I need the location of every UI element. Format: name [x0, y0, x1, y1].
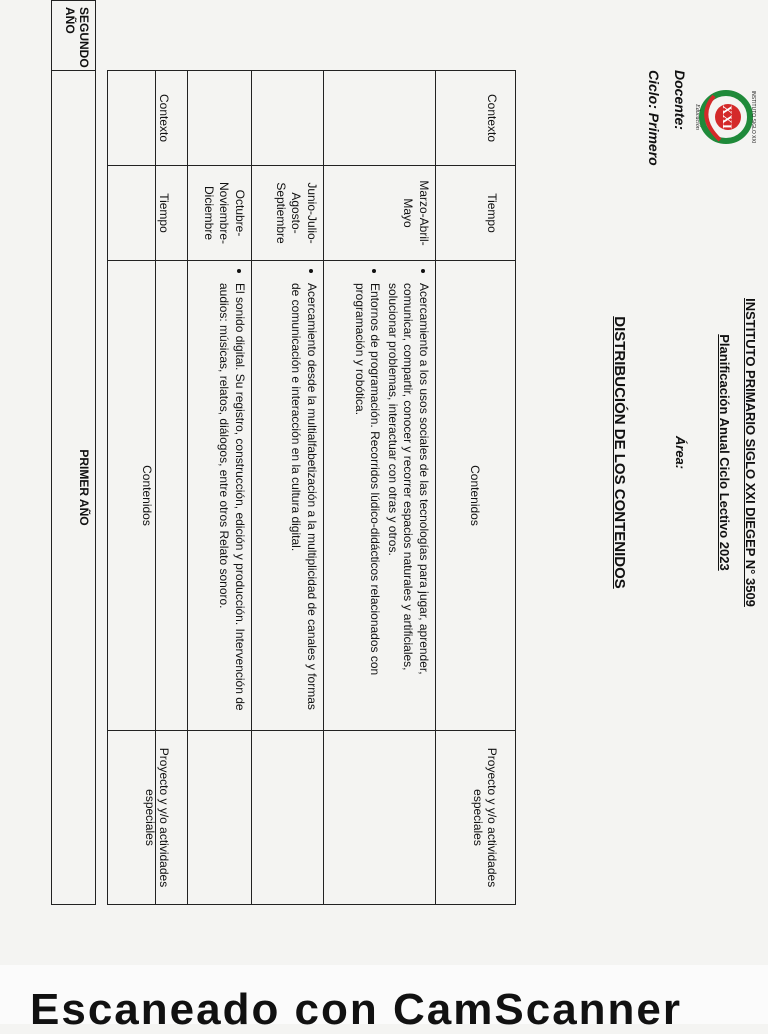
contents-table-primer [155, 70, 516, 905]
column-header-context: Contexto [436, 71, 516, 166]
svg-text:XXI: XXI [720, 105, 735, 129]
column-header-time: Tiempo [436, 166, 516, 261]
list-item: • El sonido digital. Su registro, construcción, edición y producción. Intervención de audios: músicas, relatos, diálogos, entre otros Relato sonoro. [216, 283, 247, 724]
list-item: • Acercamiento a los usos sociales de las tecnologías para jugar, aprender, comunicar, compartir, conocer y recorrer espacios naturales y artificiales, solucionar problemas, interactuar con otras y otros. [384, 283, 431, 724]
column-header-contents: Contenidos [108, 261, 188, 731]
column-header-project: Proyecto y y/o actividades especiales [108, 731, 188, 905]
institution-title: INSTITUTO PRIMARIO SIGLO XXI DIEGEP N° 3509 [743, 298, 758, 607]
list-item: • Entornos de programación. Recorridos lúdico-didácticos relacionados con programación y robótica. [351, 283, 382, 724]
list-item: • Acercamiento desde la multialfabetización a la multiplicidad de canales y formas de comunicación e interacción en la cultura digital. [288, 283, 319, 724]
column-header-context: Contexto [108, 71, 188, 166]
column-header-contents: Contenidos [436, 261, 516, 731]
column-header-time: Tiempo [108, 166, 188, 261]
primer-year-label: PRIMER AÑO [52, 71, 96, 905]
planning-title: Planificación Anual Ciclo Lectivo 2023 [717, 334, 732, 571]
ciclo-label: Ciclo: Primero [646, 70, 662, 166]
section-title: DISTRIBUCIÓN DE LOS CONTENIDOS [611, 316, 628, 589]
segundo-year-label: SEGUNDO AÑO [52, 1, 96, 71]
area-label: Área: [673, 435, 688, 470]
document-page [48, 0, 768, 905]
contents-cell [252, 261, 324, 731]
column-header-project: Proyecto y y/o actividades especiales [436, 731, 516, 905]
contents-cell [324, 261, 436, 731]
docente-label: Docente: [672, 70, 688, 130]
scanner-watermark: Escaneado con CamScanner [30, 985, 683, 1034]
svg-text:INSTITUTO SIGLO XXI: INSTITUTO SIGLO XXI [750, 90, 756, 144]
contents-table-segundo [107, 70, 188, 905]
time-cell: Octubre-Noviembre-Diciembre [156, 166, 252, 261]
svg-text:Educación: Educación [694, 104, 700, 130]
project-cell [324, 731, 436, 905]
time-cell: Junio-Julio-Agosto-Septiembre [252, 166, 324, 261]
table-row [324, 71, 436, 905]
year-labels [51, 0, 96, 905]
time-cell: Marzo-Abril-Mayo [324, 166, 436, 261]
project-cell [252, 731, 324, 905]
context-cell [252, 71, 324, 166]
table-row [252, 71, 324, 905]
context-cell [324, 71, 436, 166]
